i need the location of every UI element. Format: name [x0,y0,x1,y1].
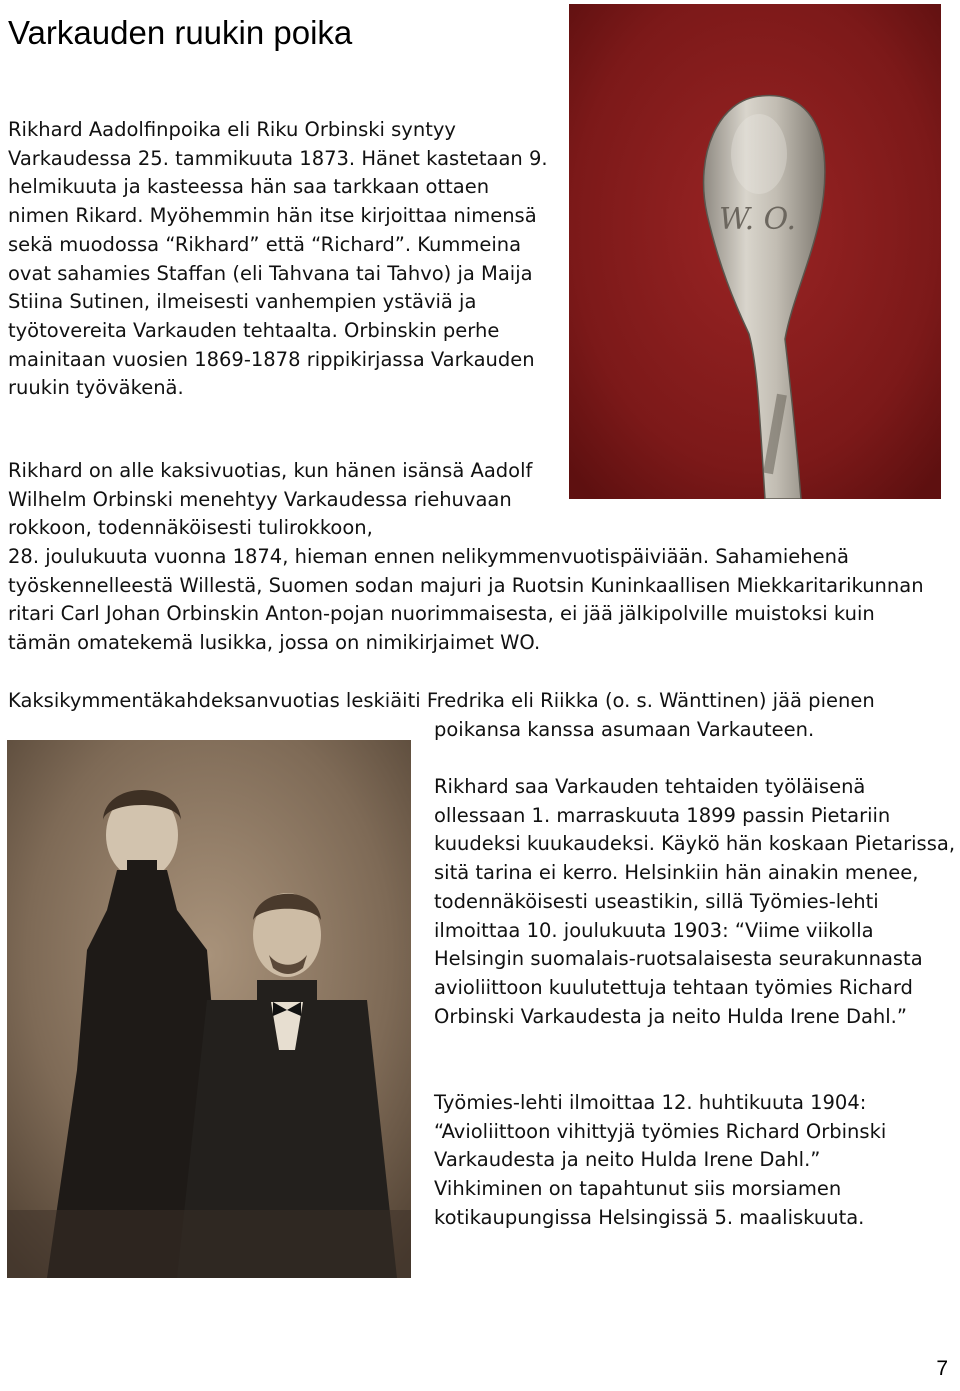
paragraph-passport-and-banns: Rikhard saa Varkauden tehtaiden työläisenä ollessaan 1. marraskuuta 1899 passin Pietariin kuudeksi kuukaudeksi. Käykö hän koskaan Pietarissa, sitä tarina ei kerro. Helsinkiin hän ainakin menee, todennäköisesti useastikin, sillä Työmies-lehti ilmoittaa 10. joulukuuta 1903: “Viime viikolla Helsingin suomalais-ruotsalaisesta seurakunnasta avioliittoon kuulutettuja tehtaan työmies Richard Orbinski Varkaudesta ja neito Hulda Irene Dahl.” [434,775,956,1028]
couple-portrait-photo [7,740,411,1278]
paragraph-mother-line1: Kaksikymmentäkahdeksanvuotias leskiäiti Fredrika eli Riikka (o. s. Wänttinen) jää pienen [8,689,875,712]
spoon-engraving: W. O. [719,202,797,237]
spoon-photo [569,4,941,499]
page-title: Varkauden ruukin poika [8,14,353,51]
paragraph-birth: Rikhard Aadolfinpoika eli Riku Orbinski syntyy Varkaudessa 25. tammikuuta 1873. Hänet kastetaan 9. helmikuuta ja kasteessa hän saa tarkkaan ottaen nimen Rikard. Myöhemmin hän itse kirjoittaa nimensä sekä muodossa “Rikhard” että “Richard”. Kummeina ovat sahamies Staffan (eli Tahvana tai Tahvo) ja Maija Stiina Sutinen, ilmeisesti vanhempien ystäviä ja työtovereita Varkauden tehtaalta. Orbinskin perhe mainitaan vuosien 1869-1878 rippikirjassa Varkauden ruukin työväkenä. [8,118,548,400]
paragraph-father-death-start: Rikhard on alle kaksivuotias, kun hänen isänsä Aadolf Wilhelm Orbinski menehtyy Varkaudessa riehuvaan rokkoon, todennäköisesti tulirokkoon, [8,459,533,540]
paragraph-mother-line2: poikansa kanssa asumaan Varkauteen. [434,718,815,741]
paragraph-wedding: Työmies-lehti ilmoittaa 12. huhtikuuta 1904: “Avioliittoon vihittyjä työmies Richard Orbinski Varkaudesta ja neito Hulda Irene Dahl.” Vihkiminen on tapahtunut siis morsiamen kotikaupungissa Helsingissä 5. maaliskuuta. [434,1091,887,1229]
page-number: 7 [936,1357,948,1380]
paragraph-father-death-rest: 28. joulukuuta vuonna 1874, hieman ennen nelikymmenvuotispäiviään. Sahamiehenä työskennelleestä Willestä, Suomen sodan majuri ja Ruotsin Kuninkaallisen Miekkaritarikunnan ritari Carl Johan Orbinskin Anton-pojan nuorimmaisesta, ei jää jälkipolville muistoksi kuin tämän omatekemä lusikka, jossa on nimikirjaimet WO. [8,545,924,655]
